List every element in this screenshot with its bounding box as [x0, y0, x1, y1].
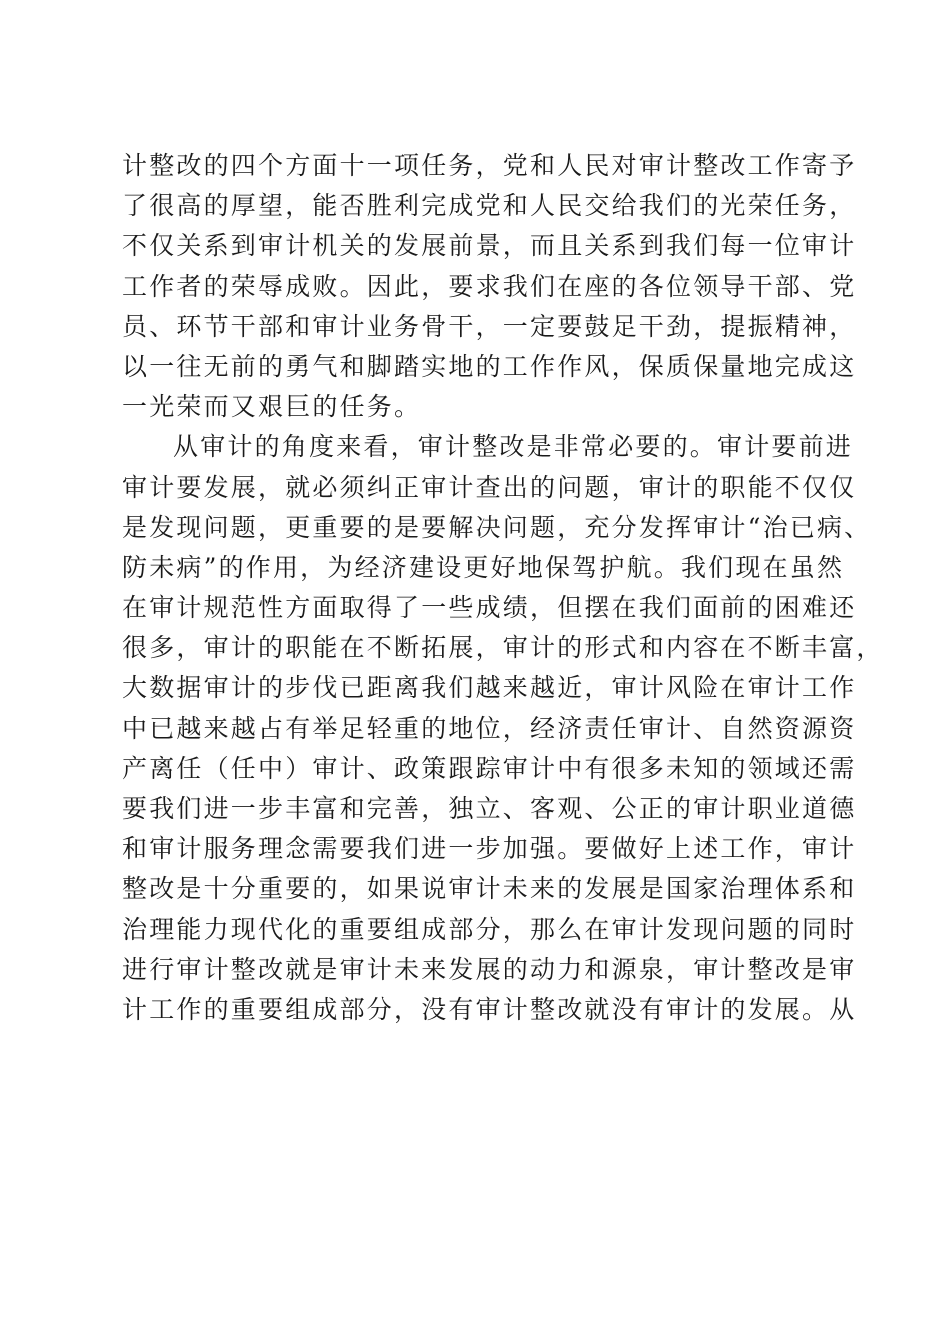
text-line: 计工作的重要组成部分，没有审计整改就没有审计的发展。从	[122, 994, 857, 1024]
text-line: 治理能力现代化的重要组成部分，那么在审计发现问题的同时	[122, 914, 857, 944]
text-line: 不仅关系到审计机关的发展前景，而且关系到我们每一位审计	[122, 231, 857, 261]
text-line: 要我们进一步丰富和完善，独立、客观、公正的审计职业道德	[122, 794, 857, 823]
text-line: 产离任（任中）审计、政策跟踪审计中有很多未知的领域还需	[122, 753, 857, 783]
document-body	[122, 146, 884, 1030]
text-line-first: 从审计的角度来看，审计整改是非常必要的。审计要前进	[173, 432, 854, 462]
text-line: 防未病”的作用，为经济建设更好地保驾护航。我们现在虽然	[122, 552, 845, 582]
paragraph-1	[122, 146, 857, 427]
text-line: 在审计规范性方面取得了一些成绩，但摆在我们面前的困难还	[122, 593, 857, 623]
text-line: 中已越来越占有举足轻重的地位，经济责任审计、自然资源资	[122, 713, 857, 743]
text-line: 员、环节干部和审计业务骨干，一定要鼓足干劲，提振精神，	[122, 311, 857, 341]
text-line: 整改是十分重要的，如果说审计未来的发展是国家治理体系和	[122, 874, 857, 904]
text-line: 计整改的四个方面十一项任务，党和人民对审计整改工作寄予	[122, 151, 857, 180]
text-line: 以一往无前的勇气和脚踏实地的工作作风，保质保量地完成这	[122, 351, 857, 381]
text-line: 和审计服务理念需要我们进一步加强。要做好上述工作，审计	[122, 834, 857, 864]
text-line: 大数据审计的步伐已距离我们越来越近，审计风险在审计工作	[122, 673, 857, 703]
text-line: 了很高的厚望，能否胜利完成党和人民交给我们的光荣任务，	[122, 191, 857, 221]
text-line: 一光荣而又艰巨的任务。	[122, 392, 422, 422]
paragraph-2	[122, 427, 884, 1030]
text-line: 工作者的荣辱成败。因此，要求我们在座的各位领导干部、党	[122, 271, 857, 301]
text-line: 是发现问题，更重要的是要解决问题，充分发挥审计“治已病、	[122, 512, 872, 542]
text-line: 进行审计整改就是审计未来发展的动力和源泉，审计整改是审	[122, 954, 857, 984]
text-line: 审计要发展，就必须纠正审计查出的问题，审计的职能不仅仅	[122, 472, 857, 502]
text-line: 很多，审计的职能在不断拓展，审计的形式和内容在不断丰富，	[122, 633, 884, 663]
